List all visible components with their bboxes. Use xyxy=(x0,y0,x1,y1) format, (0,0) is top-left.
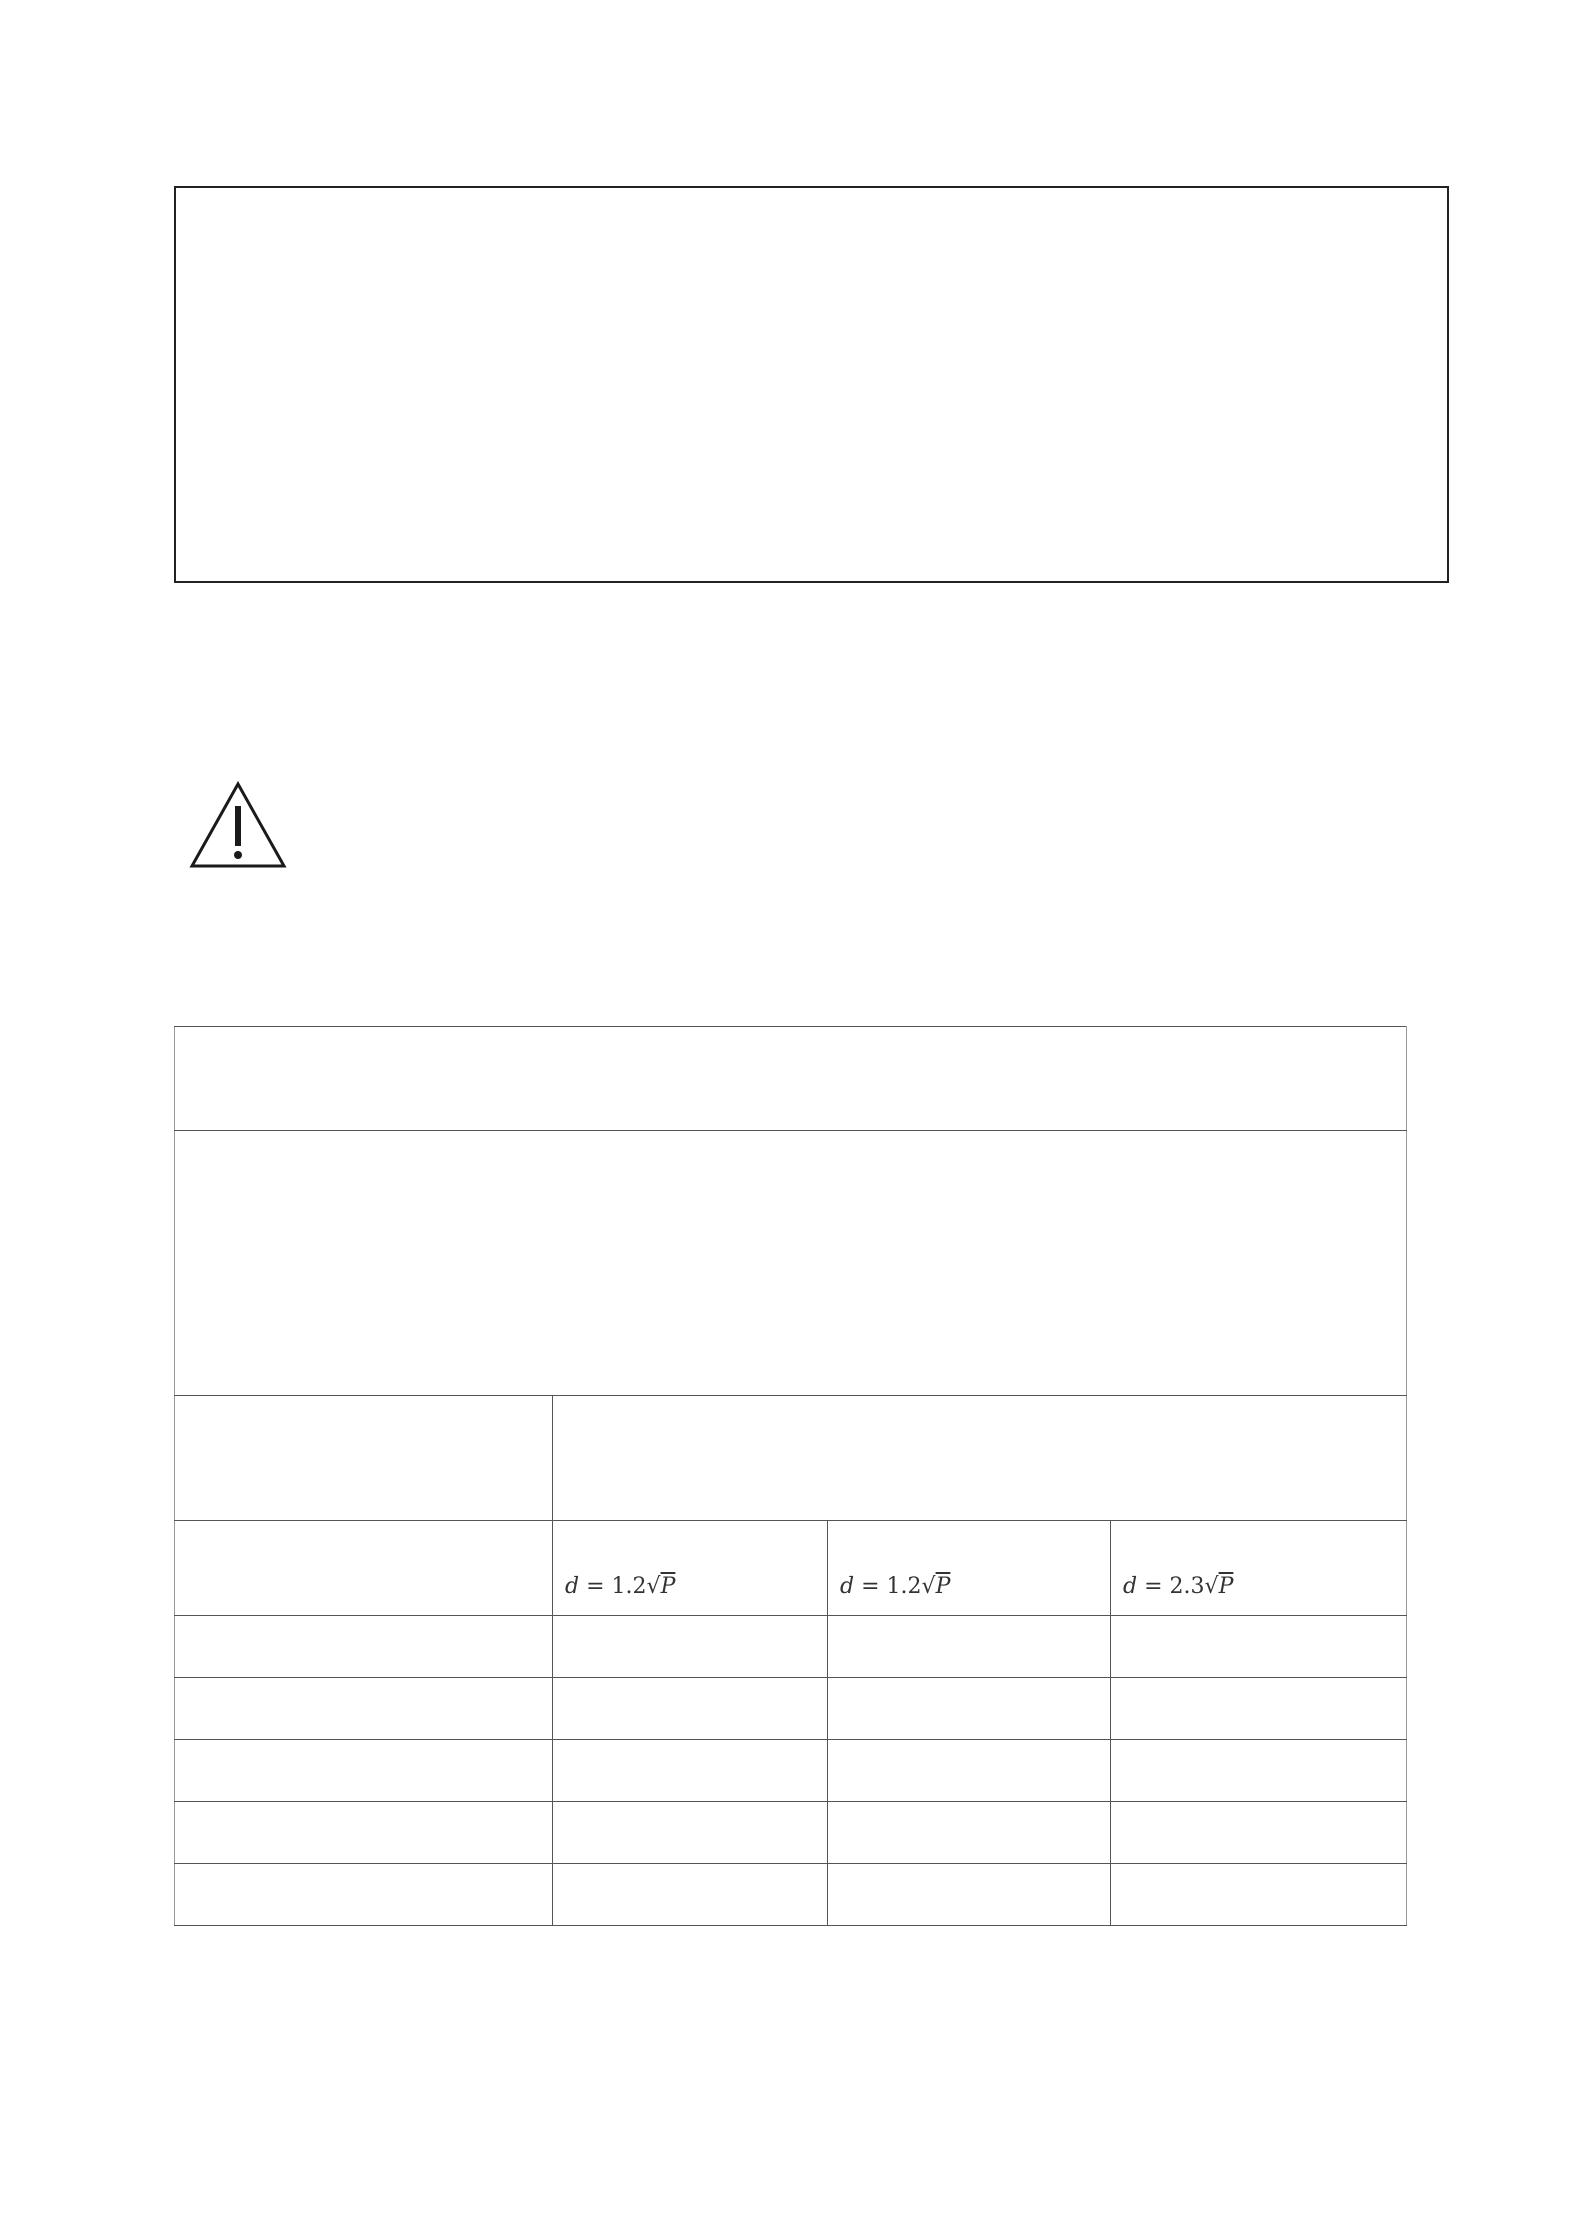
table-cell xyxy=(553,1802,828,1864)
table-title-cell xyxy=(175,1027,1407,1131)
formula-label-cell xyxy=(175,1521,553,1616)
formula-1: d = 1.2√P xyxy=(565,1574,676,1599)
formula-cell-3 xyxy=(1111,1521,1407,1616)
table-row xyxy=(175,1740,1407,1802)
table-cell xyxy=(828,1864,1111,1926)
warning-triangle-icon xyxy=(188,780,288,870)
table-cell xyxy=(553,1864,828,1926)
formula-2: d = 1.2√P xyxy=(840,1574,951,1599)
table-cell xyxy=(828,1616,1111,1678)
formula-cell-2 xyxy=(828,1521,1111,1616)
table-cell xyxy=(1111,1616,1407,1678)
table-title-row xyxy=(175,1027,1407,1131)
table-row xyxy=(175,1678,1407,1740)
formula-cell-1 xyxy=(553,1521,828,1616)
table-description-row xyxy=(175,1131,1407,1396)
table-cell xyxy=(175,1740,553,1802)
group-right-cell xyxy=(553,1396,1407,1521)
table-cell xyxy=(828,1678,1111,1740)
table-cell xyxy=(553,1740,828,1802)
table-row xyxy=(175,1802,1407,1864)
table-cell xyxy=(1111,1864,1407,1926)
table-group-row xyxy=(175,1396,1407,1521)
table-row xyxy=(175,1616,1407,1678)
table-cell xyxy=(1111,1678,1407,1740)
table-cell xyxy=(1111,1740,1407,1802)
top-notice-box xyxy=(174,186,1449,583)
table-cell xyxy=(175,1678,553,1740)
table-cell xyxy=(553,1616,828,1678)
table-cell xyxy=(828,1802,1111,1864)
formula-3: d = 2.3√P xyxy=(1123,1574,1234,1599)
table-cell xyxy=(828,1740,1111,1802)
separation-distance-table xyxy=(174,1026,1407,1926)
table-description-cell xyxy=(175,1131,1407,1396)
table-cell xyxy=(553,1678,828,1740)
table-row xyxy=(175,1864,1407,1926)
table-cell xyxy=(175,1864,553,1926)
table-cell xyxy=(175,1616,553,1678)
formula-row xyxy=(175,1521,1407,1616)
table-cell xyxy=(175,1802,553,1864)
table-cell xyxy=(1111,1802,1407,1864)
group-left-cell xyxy=(175,1396,553,1521)
